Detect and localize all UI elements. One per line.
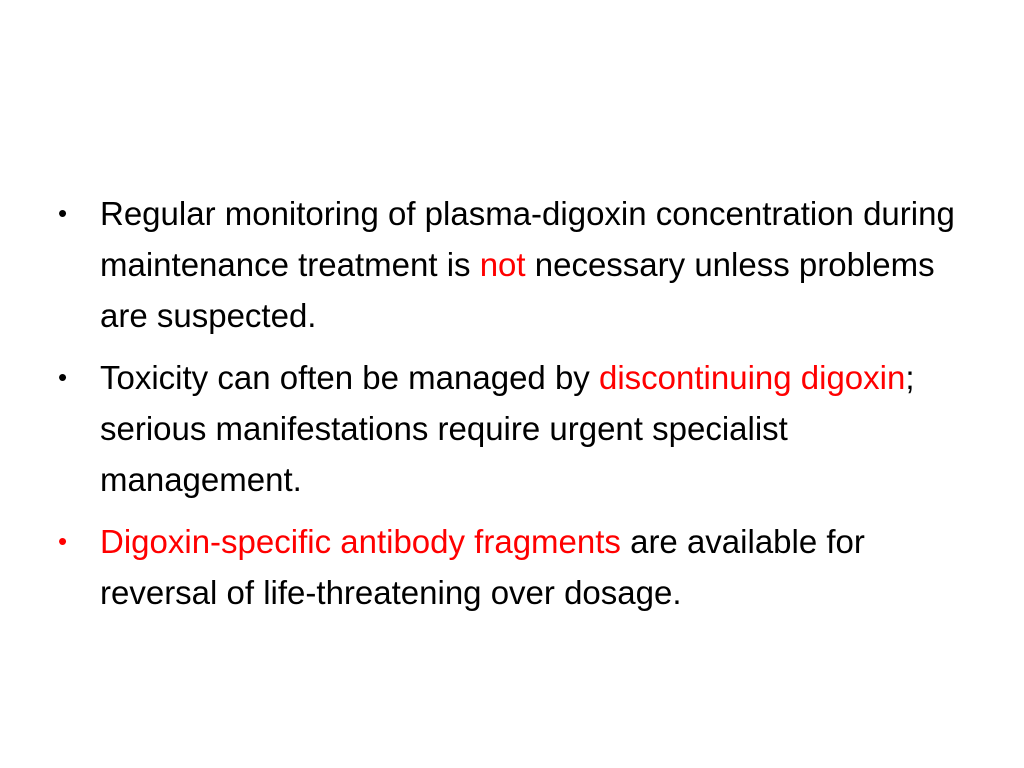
bullet-marker: • <box>58 198 68 228</box>
bullet-item-3 <box>56 516 976 618</box>
bullet-2-text-b: ; serious manifestations require urgent specialist management. <box>100 359 915 498</box>
bullet-2-emphasis: discontinuing digoxin <box>598 359 906 396</box>
bullet-3-text-b: are available for reversal of life-threatening over dosage. <box>100 523 865 611</box>
bullet-list <box>56 188 976 618</box>
bullet-1-text-a: Regular monitoring of plasma-digoxin concentration during maintenance treatment is <box>100 195 955 283</box>
bullet-3-emphasis: Digoxin-specific antibody fragments <box>100 523 621 560</box>
bullet-2-text-a: Toxicity can often be managed by <box>100 359 599 396</box>
bullet-marker: • <box>58 526 68 556</box>
bullet-item-2 <box>56 352 976 505</box>
bullet-1-text-b: necessary unless problems are suspected. <box>100 246 935 334</box>
bullet-item-1 <box>56 188 976 341</box>
bullet-marker: • <box>58 362 68 392</box>
bullet-1-emphasis: not <box>479 246 526 283</box>
slide-body <box>56 188 976 629</box>
